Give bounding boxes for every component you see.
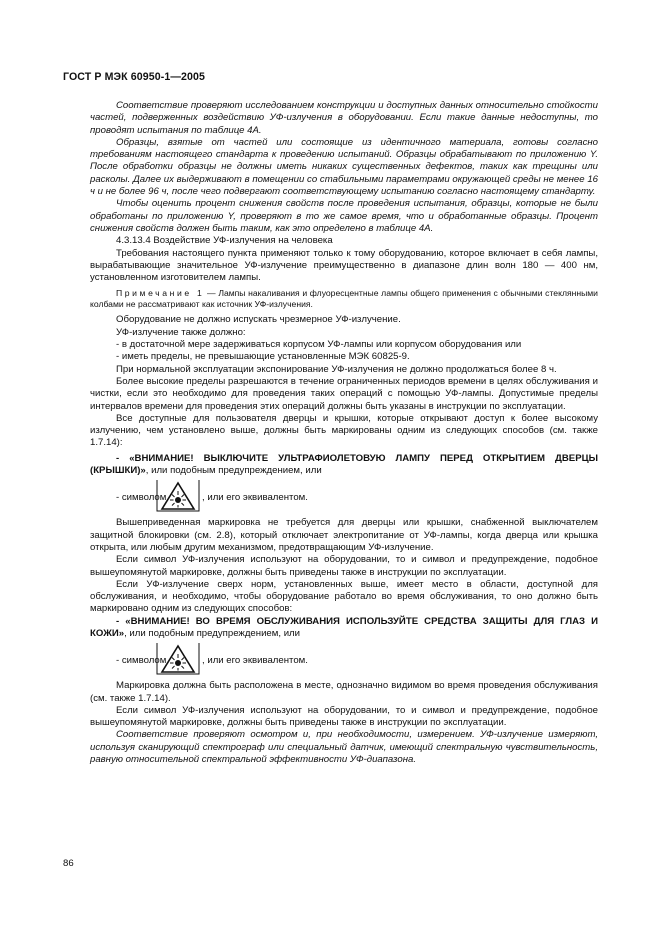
paragraph-higher-limits: Более высокие пределы разрешаются в течение ограниченных периодов времени в целях обслуживания и чистки, если это необходимо для проведения таких операций с помощью УФ-лампы. Допустимые пределы интервалов времени для проведения этих операций должны быть указаны в инструкции по эксплуатации. bbox=[90, 375, 598, 412]
paragraph-marking-location: Маркировка должна быть расположена в месте, однозначно видимом во время проведения обслуживания (см. также 1.7.14). bbox=[90, 680, 598, 704]
paragraph-doors: Все доступные для пользователя дверцы и крышки, которые открывают доступ к более высокому излучению, чем установлено выше, должны быть маркированы одним из следующих способов (см. также 1.7.14): bbox=[90, 412, 598, 449]
list-item-enclosure: - в достаточной мере задерживаться корпусом УФ-лампы или корпусом оборудования или bbox=[116, 339, 522, 351]
paragraph-uv-must: УФ-излучение также должно: bbox=[116, 326, 246, 338]
paragraph-symbol-instructions-1: Если символ УФ-излучения используют на оборудовании, то и символ и предупреждение, подобное вышеупомянутой маркировке, должны быть приведены также в инструкции по эксплуатации. bbox=[90, 554, 598, 578]
paragraph-scope: Требования настоящего пункта применяют только к тому оборудованию, которое включает в себя лампы, вырабатывающие значительное УФ-излучение преимущественно в диапазоне длин волн 180 — 400 нм, установленном изготовителем лампы. bbox=[90, 247, 598, 284]
symbol-row-2 bbox=[90, 643, 598, 677]
section-heading-4-3-13-4: 4.3.13.4 Воздействие УФ-излучения на человека bbox=[116, 235, 333, 247]
paragraph-service-area: Если УФ-излучение сверх норм, установленных выше, имеет место в области, доступной для обслуживания, и необходимо, чтобы оборудование работало во время обслуживания, то оно должно быть маркировано одним из следующих способов: bbox=[90, 578, 598, 615]
note-text: — Лампы накаливания и флуоресцентные лампы общего применения с обычными стеклянными колбами не рассматривают как источник УФ-излучения. bbox=[90, 288, 598, 310]
symbol-row-1 bbox=[90, 480, 598, 514]
warning-1-rest: , или подобным предупреждением, или bbox=[145, 465, 322, 477]
document-body bbox=[90, 100, 598, 766]
warning-2-text: - «ВНИМАНИЕ! ВО ВРЕМЯ ОБСЛУЖИВАНИЯ ИСПОЛЬЗУЙТЕ СРЕДСТВА ЗАЩИТЫ ДЛЯ ГЛАЗ И КОЖИ» bbox=[90, 615, 598, 639]
paragraph-compliance-2: Соответствие проверяют осмотром и, при необходимости, измерением. УФ-излучение измеряют, используя сканирующий спектрограф или специальный датчик, имеющий спектральную чувствительность, равную относительной спектральной эффективности УФ-диапазона. bbox=[90, 729, 598, 766]
page-number: 86 bbox=[63, 858, 74, 869]
paragraph-symbol-instructions-2: Если символ УФ-излучения используют на оборудовании, то и символ и предупреждение, подобное вышеупомянутой маркировке, должны быть приведены также в инструкции по эксплуатации. bbox=[90, 704, 598, 729]
paragraph-8h: При нормальной эксплуатации экспонирование УФ-излучения не должно продолжаться более 8 ч. bbox=[116, 363, 557, 375]
paragraph-compliance-1: Соответствие проверяют исследованием конструкции и доступных данных относительно стойкости частей, подверженных воздействию УФ-излучения в оборудовании. Если такие данные недоступны, то проводят испытания по таблице 4А. bbox=[90, 100, 598, 136]
uv-radiation-warning-icon bbox=[156, 643, 200, 675]
uv-radiation-warning-icon bbox=[156, 480, 200, 512]
warning-2-rest: , или подобным предупреждением, или bbox=[124, 627, 301, 639]
paragraph-degradation: Чтобы оценить процент снижения свойств после проведения испытания, образцы, которые не были обработаны по приложению Y, проверяют в то же самое время, что и обработанные образцы. Процент снижения свойств должен быть таким, как это определено в таблице 4А. bbox=[90, 198, 598, 234]
note-label: Примечание 1 bbox=[116, 288, 205, 299]
list-item-limits: - иметь пределы, не превышающие установленные МЭК 60825-9. bbox=[116, 351, 410, 363]
symbol-label-before-2: - символом bbox=[116, 655, 167, 667]
symbol-label-before: - символом bbox=[116, 492, 167, 504]
document-header: ГОСТ Р МЭК 60950-1—2005 bbox=[63, 71, 206, 83]
symbol-label-after-2: , или его эквивалентом. bbox=[202, 655, 308, 667]
paragraph-interlock: Вышеприведенная маркировка не требуется для дверцы или крышки, снабженной выключателем защитной блокировки (см. 2.8), который отключает электропитание от УФ-лампы, когда дверца или крышка открыта, или любым другим механизмом, предотвращающим УФ-излучение. bbox=[90, 517, 598, 553]
warning-2 bbox=[90, 616, 598, 641]
symbol-label-after: , или его эквивалентом. bbox=[202, 492, 308, 504]
warning-1-text: - «ВНИМАНИЕ! ВЫКЛЮЧИТЕ УЛЬТРАФИОЛЕТОВУЮ ЛАМПУ ПЕРЕД ОТКРЫТИЕМ ДВЕРЦЫ (КРЫШКИ)» bbox=[90, 452, 598, 477]
warning-1 bbox=[90, 453, 598, 478]
note-1 bbox=[90, 288, 598, 310]
paragraph-no-excess: Оборудование не должно испускать чрезмерное УФ-излучение. bbox=[116, 314, 401, 326]
paragraph-samples: Образцы, взятые от частей или состоящие из идентичного материала, готовы согласно требованиям настоящего стандарта к проведению испытаний. Образцы обрабатывают по приложению Y. После обработки образцы не должны иметь никаких существенных дефектов, таких как трещины или расколы. Далее их выдерживают в помещении со стабильными параметрами окружающей среды не менее 16 ч и не более 96 ч, после чего подвергают соответствующему испытанию согласно настоящему стандарту. bbox=[90, 136, 598, 198]
